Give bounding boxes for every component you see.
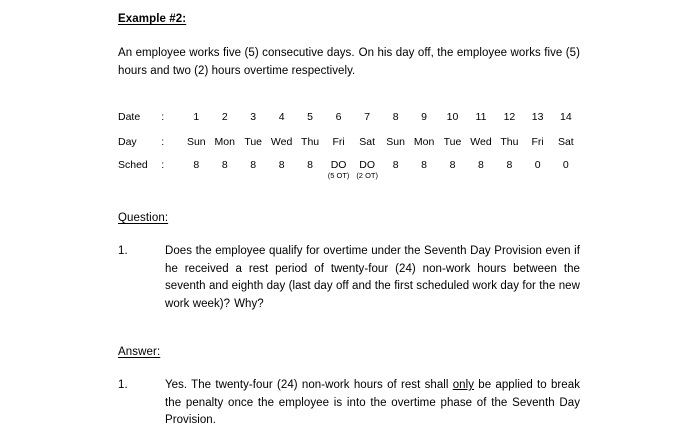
date-cell-7: 7 bbox=[364, 111, 371, 123]
sched-cell-12 bbox=[495, 155, 523, 181]
sched-cell-14 bbox=[552, 155, 580, 181]
sched-value-9: 8 bbox=[421, 159, 428, 171]
row-colon-date: : bbox=[161, 111, 165, 123]
intro-sentence-2: On his day off, the employee works five (5) hours and two (2) hours overtime respectively. bbox=[118, 47, 580, 77]
answer-text-part-1: Yes. bbox=[165, 379, 188, 391]
sched-cell-11 bbox=[467, 155, 496, 181]
day-cell-14: Sat bbox=[557, 136, 574, 148]
day-cell-3: Tue bbox=[244, 136, 263, 148]
answer-section bbox=[118, 345, 580, 430]
date-cell-14: 14 bbox=[559, 111, 572, 123]
question-section bbox=[118, 211, 580, 313]
sched-value-11: 8 bbox=[478, 159, 484, 171]
sched-value-2: 8 bbox=[221, 159, 228, 171]
sched-value-1: 8 bbox=[193, 159, 200, 171]
day-cell-5: Thu bbox=[301, 136, 320, 148]
day-cell-7: Sat bbox=[359, 136, 376, 148]
sched-cell-13 bbox=[524, 155, 552, 181]
row-label-sched: Sched bbox=[118, 159, 148, 171]
sched-value-13: 0 bbox=[534, 159, 541, 171]
sched-cell-6 bbox=[324, 155, 353, 181]
day-cell-9: Mon bbox=[413, 136, 435, 148]
sched-ot-note-6: (5 OT) bbox=[327, 171, 350, 180]
row-colon-day: : bbox=[161, 136, 165, 148]
question-item-marker: 1. bbox=[118, 245, 128, 257]
sched-cell-5 bbox=[296, 155, 324, 181]
answer-item-1 bbox=[118, 377, 580, 430]
date-cell-2: 2 bbox=[221, 111, 228, 123]
sched-value-14: 0 bbox=[562, 159, 569, 171]
date-cell-8: 8 bbox=[392, 111, 399, 123]
sched-cell-9 bbox=[410, 155, 439, 181]
day-cell-1: Sun bbox=[186, 136, 206, 148]
document-content bbox=[118, 12, 580, 430]
sched-cell-8 bbox=[381, 155, 409, 181]
answer-emphasis-only: only bbox=[452, 379, 475, 391]
answer-text-part-2: The twenty-four (24) non-work hours of rest shall bbox=[191, 379, 449, 391]
sched-ot-note-7: (2 OT) bbox=[356, 171, 378, 180]
sched-cell-1 bbox=[182, 155, 210, 181]
question-item-1 bbox=[118, 243, 580, 313]
sched-cell-4 bbox=[267, 155, 296, 181]
intro-paragraph bbox=[118, 45, 580, 80]
sched-value-12: 8 bbox=[506, 159, 513, 171]
date-cell-12: 12 bbox=[503, 111, 516, 123]
sched-value-5: 8 bbox=[307, 159, 314, 171]
sched-cell-2 bbox=[211, 155, 240, 181]
day-cell-4: Wed bbox=[270, 136, 293, 148]
answer-text-part-3: be applied to break the penalty once the employee is into the overtime phase of the Seventh Day Provision. bbox=[165, 379, 580, 426]
day-cell-6: Fri bbox=[332, 136, 345, 148]
row-colon-sched: : bbox=[161, 159, 165, 171]
date-cell-5: 5 bbox=[307, 111, 314, 123]
sched-value-6: DO bbox=[330, 159, 347, 171]
sched-value-7: DO bbox=[359, 159, 376, 171]
date-cell-4: 4 bbox=[278, 111, 285, 123]
example-heading: Example #2: bbox=[118, 13, 187, 25]
day-cell-11: Wed bbox=[470, 136, 492, 148]
date-cell-1: 1 bbox=[193, 111, 200, 123]
date-cell-13: 13 bbox=[531, 111, 544, 123]
date-cell-6: 6 bbox=[335, 111, 342, 123]
sched-cell-3 bbox=[239, 155, 267, 181]
answer-item-marker: 1. bbox=[118, 379, 128, 391]
row-label-day: Day bbox=[118, 136, 137, 148]
day-cell-12: Thu bbox=[500, 136, 519, 148]
row-label-date: Date bbox=[118, 111, 141, 123]
day-cell-13: Fri bbox=[531, 136, 544, 148]
table-row-sched bbox=[118, 155, 580, 181]
sched-value-3: 8 bbox=[250, 159, 257, 171]
question-heading: Question: bbox=[118, 212, 169, 224]
date-cell-11: 11 bbox=[475, 111, 487, 123]
date-cell-3: 3 bbox=[250, 111, 257, 123]
sched-value-10: 8 bbox=[449, 159, 456, 171]
day-cell-2: Mon bbox=[214, 136, 235, 148]
sched-value-4: 8 bbox=[278, 159, 285, 171]
table-row-date bbox=[118, 105, 580, 130]
sched-cell-10 bbox=[438, 155, 466, 181]
sched-cell-7 bbox=[353, 155, 382, 181]
date-cell-10: 10 bbox=[446, 111, 459, 123]
day-cell-8: Sun bbox=[386, 136, 405, 148]
question-text-part-1: Does the employee qualify for overtime under the Seventh Day Provision even if he received a rest period of twenty-four (24) non-work hours between the seventh and eighth day (last day off and the first scheduled work day for the new work week)? bbox=[165, 245, 580, 310]
sched-value-8: 8 bbox=[392, 159, 399, 171]
date-cell-9: 9 bbox=[421, 111, 428, 123]
schedule-table bbox=[118, 105, 580, 181]
day-cell-10: Tue bbox=[443, 136, 462, 148]
question-text-part-2: Why? bbox=[234, 297, 264, 310]
intro-sentence-1: An employee works five (5) consecutive days. bbox=[118, 47, 355, 59]
answer-heading: Answer: bbox=[118, 346, 161, 358]
table-row-day bbox=[118, 130, 580, 155]
